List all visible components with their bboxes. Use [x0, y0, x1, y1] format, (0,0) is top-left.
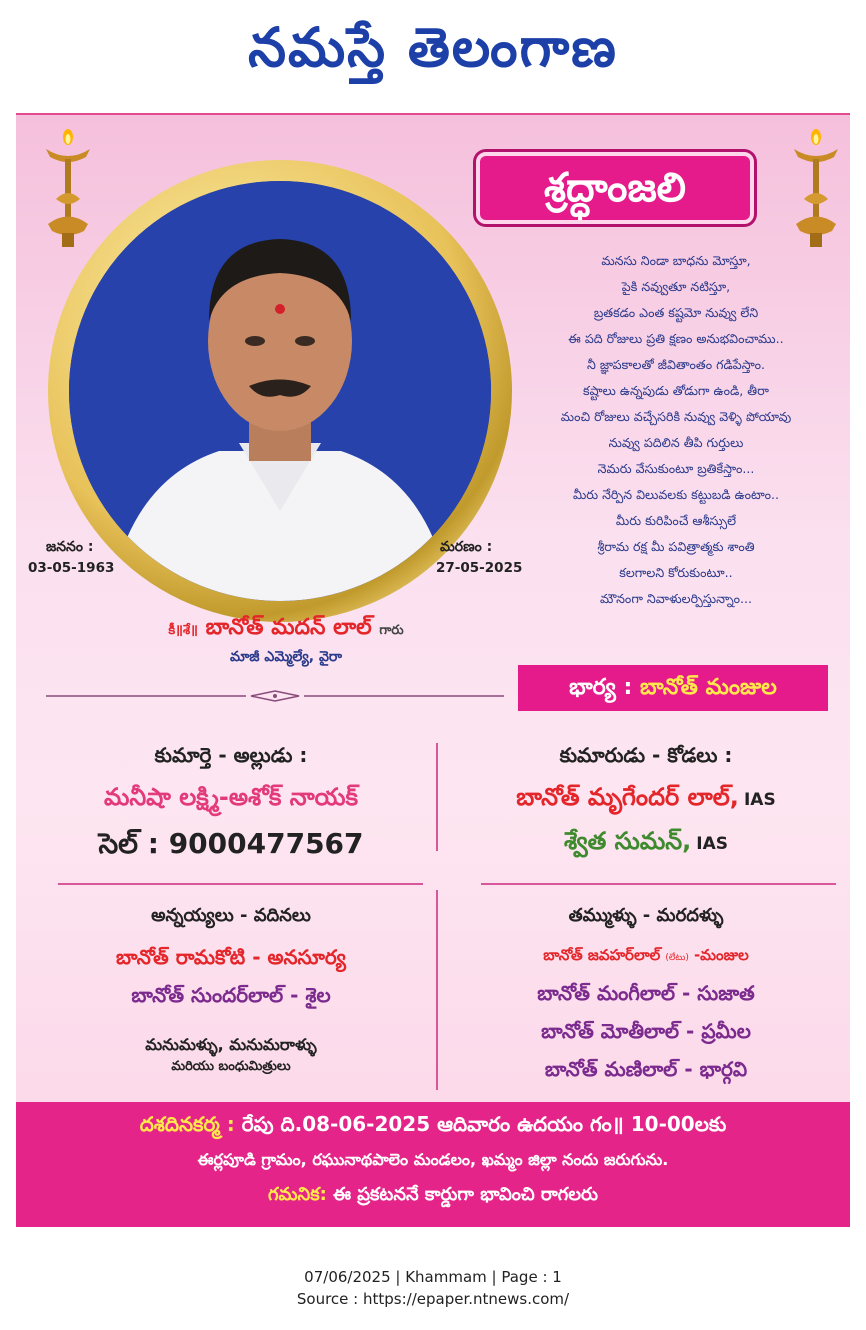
dil-suffix: IAS — [696, 834, 729, 854]
note-label: గమనిక: — [268, 1184, 327, 1205]
ceremony-label: దశదినకర్మ : — [139, 1112, 235, 1136]
grand-line2: మరియు బంధుమిత్రులు — [171, 1059, 291, 1074]
younger-2: బానోత్ మంగీలాల్ - సుజాత — [537, 981, 755, 1005]
poem-line: మంచి రోజులు వచ్చేసరికి నువ్వు వెళ్ళి పోయావు — [560, 409, 792, 424]
dil-line — [446, 827, 846, 861]
poem-line: మౌనంగా నివాళులర్పిస్తున్నాం... — [599, 591, 752, 606]
poem-line: నువ్వు పదిలిన తీపి గుర్తులు — [608, 435, 744, 450]
wife-label: భార్య : — [569, 675, 633, 700]
portrait-photo — [69, 181, 491, 601]
son-heading: కుమారుడు - కోడలు : — [559, 743, 733, 767]
footer-date-line: 07/06/2025 | Khammam | Page : 1 — [304, 1268, 562, 1286]
daughter-heading: కుమార్తె - అల్లుడు : — [154, 743, 308, 767]
poem-line: కలగాలని కోరుకుంటూ.. — [619, 565, 733, 580]
daughter-names: మనీషా లక్ష్మి-అశోక్ నాయక్ — [103, 783, 359, 811]
ceremony-text: రేపు ది.08-06-2025 ఆదివారం ఉదయం గం॥ 10-00లకు — [241, 1112, 727, 1136]
name-text: బానోత్ మదన్ లాల్ — [205, 615, 372, 640]
younger-1-line — [446, 945, 846, 968]
poem-line: శ్రీరామ రక్ష మీ పవిత్రాత్మకు శాంతి — [597, 539, 755, 554]
birth-date: 03-05-1963 — [28, 560, 115, 576]
grand-line1: మనుమళ్ళు, మనుమరాళ్ళు — [145, 1035, 317, 1054]
wife-box — [518, 665, 828, 711]
horizontal-separator — [58, 883, 423, 885]
death-label: మరణం : — [440, 539, 493, 555]
younger-1: బానోత్ జవహర్‌లాల్ — [543, 946, 661, 964]
name-suffix: గారు — [379, 623, 404, 638]
ceremony-band — [16, 1102, 850, 1227]
poem-line: మీరు నేర్పిన విలువలకు కట్టుబడి ఉంటాం.. — [572, 487, 780, 502]
cell-label: సెల్ : — [98, 827, 159, 860]
note-line — [16, 1184, 850, 1209]
poem-line: నెమరు వేసుకుంటూ బ్రతికేస్తాం... — [597, 461, 755, 476]
poem-line: మనసు నిండా బాధను మోస్తూ, — [601, 253, 751, 268]
elder-2: బానోత్ సుందర్‌లాల్ - శైల — [131, 983, 331, 1007]
son-suffix: IAS — [743, 790, 776, 810]
wife-name: బానోత్ మంజుల — [639, 675, 777, 700]
vertical-separator — [436, 890, 438, 1090]
younger-3: బానోత్ మోతీలాల్ - ప్రమీల — [541, 1019, 751, 1043]
name-prefix: కీ॥శే॥ — [168, 623, 198, 638]
ceremony-place: ఈర్లపూడి గ్రామం, రఘునాథపాలెం మండలం, ఖమ్మం జిల్లా నందు జరుగును. — [197, 1150, 669, 1169]
poem-line: కష్టాలు ఉన్నపుడు తోడుగా ఉండి, తీరా — [583, 383, 769, 398]
vertical-separator — [436, 743, 438, 851]
elder-heading: అన్నయ్యలు - వదినలు — [151, 905, 311, 926]
dil-name: శ్వేత సుమన్, — [563, 827, 692, 855]
obituary-ad — [16, 113, 850, 1227]
tribute-title-badge: శ్రద్ధాంజలి — [476, 152, 754, 224]
ceremony-line — [16, 1112, 850, 1141]
younger-1-end: -మంజుల — [693, 946, 749, 964]
younger-heading: తమ్ముళ్ళు - మరదళ్ళు — [568, 905, 724, 926]
poem-line: ఈ పది రోజులు ప్రతి క్షణం అనుభవించాము.. — [568, 331, 784, 346]
birth-label: జననం : — [46, 539, 94, 555]
poem-line: మీరు కురిపించే ఆశీస్సులే — [615, 513, 737, 528]
poem-line: పైకి నవ్వుతూ నటిస్తూ, — [621, 279, 731, 294]
deceased-name — [56, 615, 516, 645]
cell-number: 9000477567 — [168, 827, 364, 860]
footer-source-line: Source : https://epaper.ntnews.com/ — [296, 1290, 570, 1308]
elder-1: బానోత్ రామకోటి - అనసూర్య — [116, 945, 346, 969]
younger-1-mid: (లేటు) — [665, 953, 689, 963]
designation: మాజీ ఎమ్మెల్యే, వైరా — [229, 649, 343, 665]
cell-line — [36, 827, 426, 867]
note-text: ఈ ప్రకటననే కార్డుగా భావించి రాగలరు — [333, 1184, 598, 1205]
left-oil-lamp-icon — [38, 129, 98, 254]
ornament-divider-icon — [46, 690, 504, 702]
son-name: బానోత్ మృగేందర్ లాల్, — [516, 783, 739, 811]
son-line — [446, 783, 846, 817]
poem-line: నీ జ్ఞాపకాలతో జీవితాంతం గడిపేస్తాం. — [587, 357, 765, 372]
right-oil-lamp-icon — [786, 129, 846, 254]
person-portrait-icon — [69, 181, 491, 601]
younger-4: బానోత్ మణిలాల్ - భార్గవి — [544, 1057, 748, 1081]
masthead-title: నమస్తే తెలంగాణ — [248, 16, 618, 79]
death-date: 27-05-2025 — [436, 560, 523, 576]
poem-line: బ్రతకడం ఎంత కష్టమో నువ్వు లేని — [593, 305, 759, 320]
horizontal-separator — [481, 883, 836, 885]
